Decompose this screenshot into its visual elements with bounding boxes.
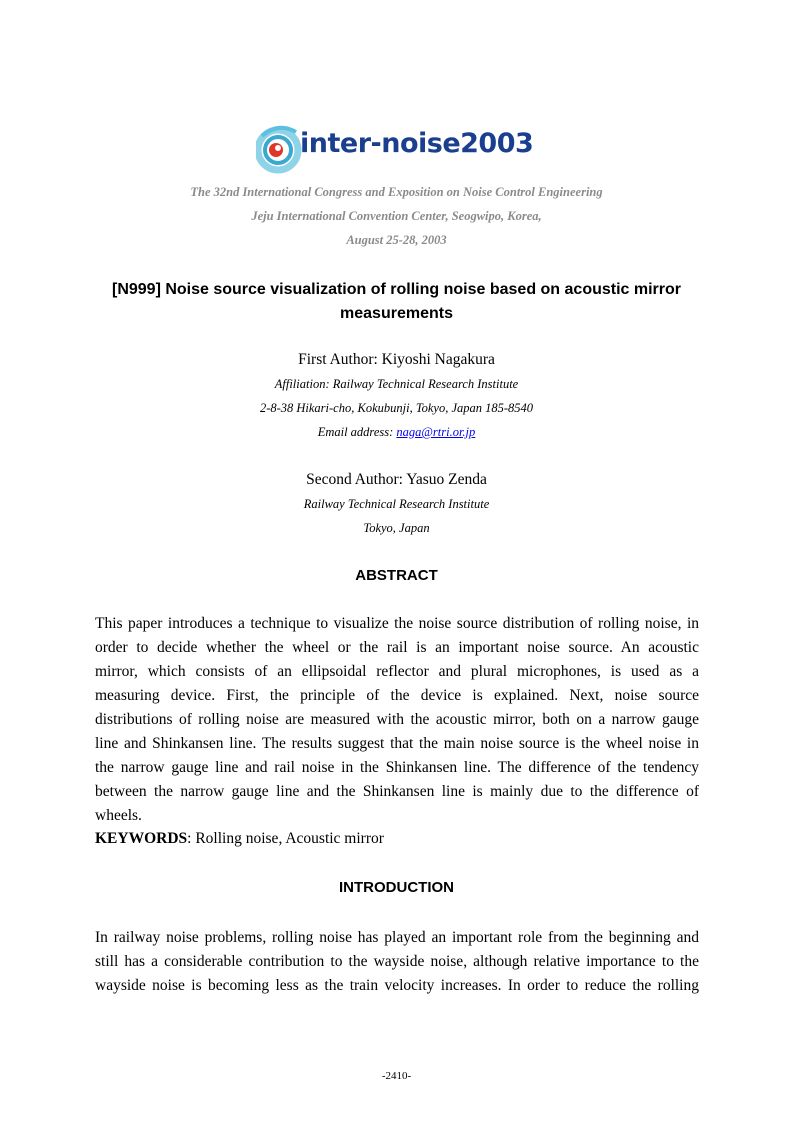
second-affiliation: Railway Technical Research Institute (303, 497, 490, 511)
keywords-label: KEYWORDS (95, 830, 188, 847)
conference-line-3: August 25-28, 2003 (346, 233, 447, 247)
second-address: Tokyo, Japan (363, 521, 430, 535)
abstract-line: distributions of rolling noise are measured with the acoustic mirror, both on a narrow gauge (95, 711, 699, 728)
abstract-line: This paper introduces a technique to visualize the noise source distribution of rolling noise, in (95, 615, 699, 632)
abstract-line: measuring device. First, the principle of the device is explained. Next, noise source (95, 687, 699, 704)
intro-line: still has a considerable contribution to the wayside noise, although relative importance to the (95, 953, 699, 970)
abstract-line: the narrow gauge line and rail noise in the Shinkansen line. The difference of the tendency (95, 759, 699, 776)
introduction-heading: INTRODUCTION (339, 879, 454, 896)
abstract-line: line and Shinkansen line. The results suggest that the main noise source is the wheel noise in (95, 735, 699, 752)
keywords-line (95, 830, 384, 848)
abstract-line: mirror, which consists of an ellipsoidal reflector and plural microphones, is used as a (95, 663, 699, 680)
first-affiliation: Affiliation: Railway Technical Research Institute (274, 377, 519, 391)
abstract-line: wheels. (95, 807, 142, 824)
introduction-body (95, 926, 699, 998)
conference-logo (256, 122, 546, 176)
email-label: Email address: (317, 425, 397, 439)
email-line (0, 425, 793, 440)
page-number: -2410- (381, 1070, 412, 1082)
email-link[interactable]: naga@rtri.or.jp (396, 425, 476, 439)
conference-line-2: Jeju International Convention Center, Seogwipo, Korea, (251, 209, 542, 223)
abstract-body (95, 612, 699, 828)
first-author: First Author: Kiyoshi Nagakura (298, 351, 495, 368)
logo-text: inter-noise2003 (300, 128, 534, 159)
paper-title (90, 278, 703, 326)
abstract-heading: ABSTRACT (355, 567, 438, 584)
keywords-text: : Rolling noise, Acoustic mirror (187, 830, 384, 847)
title-line-2: measurements (340, 305, 453, 322)
title-line-1: [N999] Noise source visualization of rolling noise based on acoustic mirror (111, 281, 682, 298)
second-author: Second Author: Yasuo Zenda (306, 471, 487, 488)
abstract-line: between the narrow gauge line and the Shinkansen line is mainly due to the difference of (95, 783, 699, 800)
intro-line: wayside noise is becoming less as the train velocity increases. In order to reduce the rolling (95, 977, 699, 994)
conference-line-1: The 32nd International Congress and Exposition on Noise Control Engineering (190, 185, 603, 199)
swirl-logo-icon (256, 122, 304, 176)
abstract-line: order to decide whether the wheel or the rail is an important noise source. An acoustic (95, 639, 699, 656)
first-address: 2-8-38 Hikari-cho, Kokubunji, Tokyo, Japan 185-8540 (259, 401, 534, 415)
intro-line: In railway noise problems, rolling noise has played an important role from the beginning and (95, 929, 699, 946)
